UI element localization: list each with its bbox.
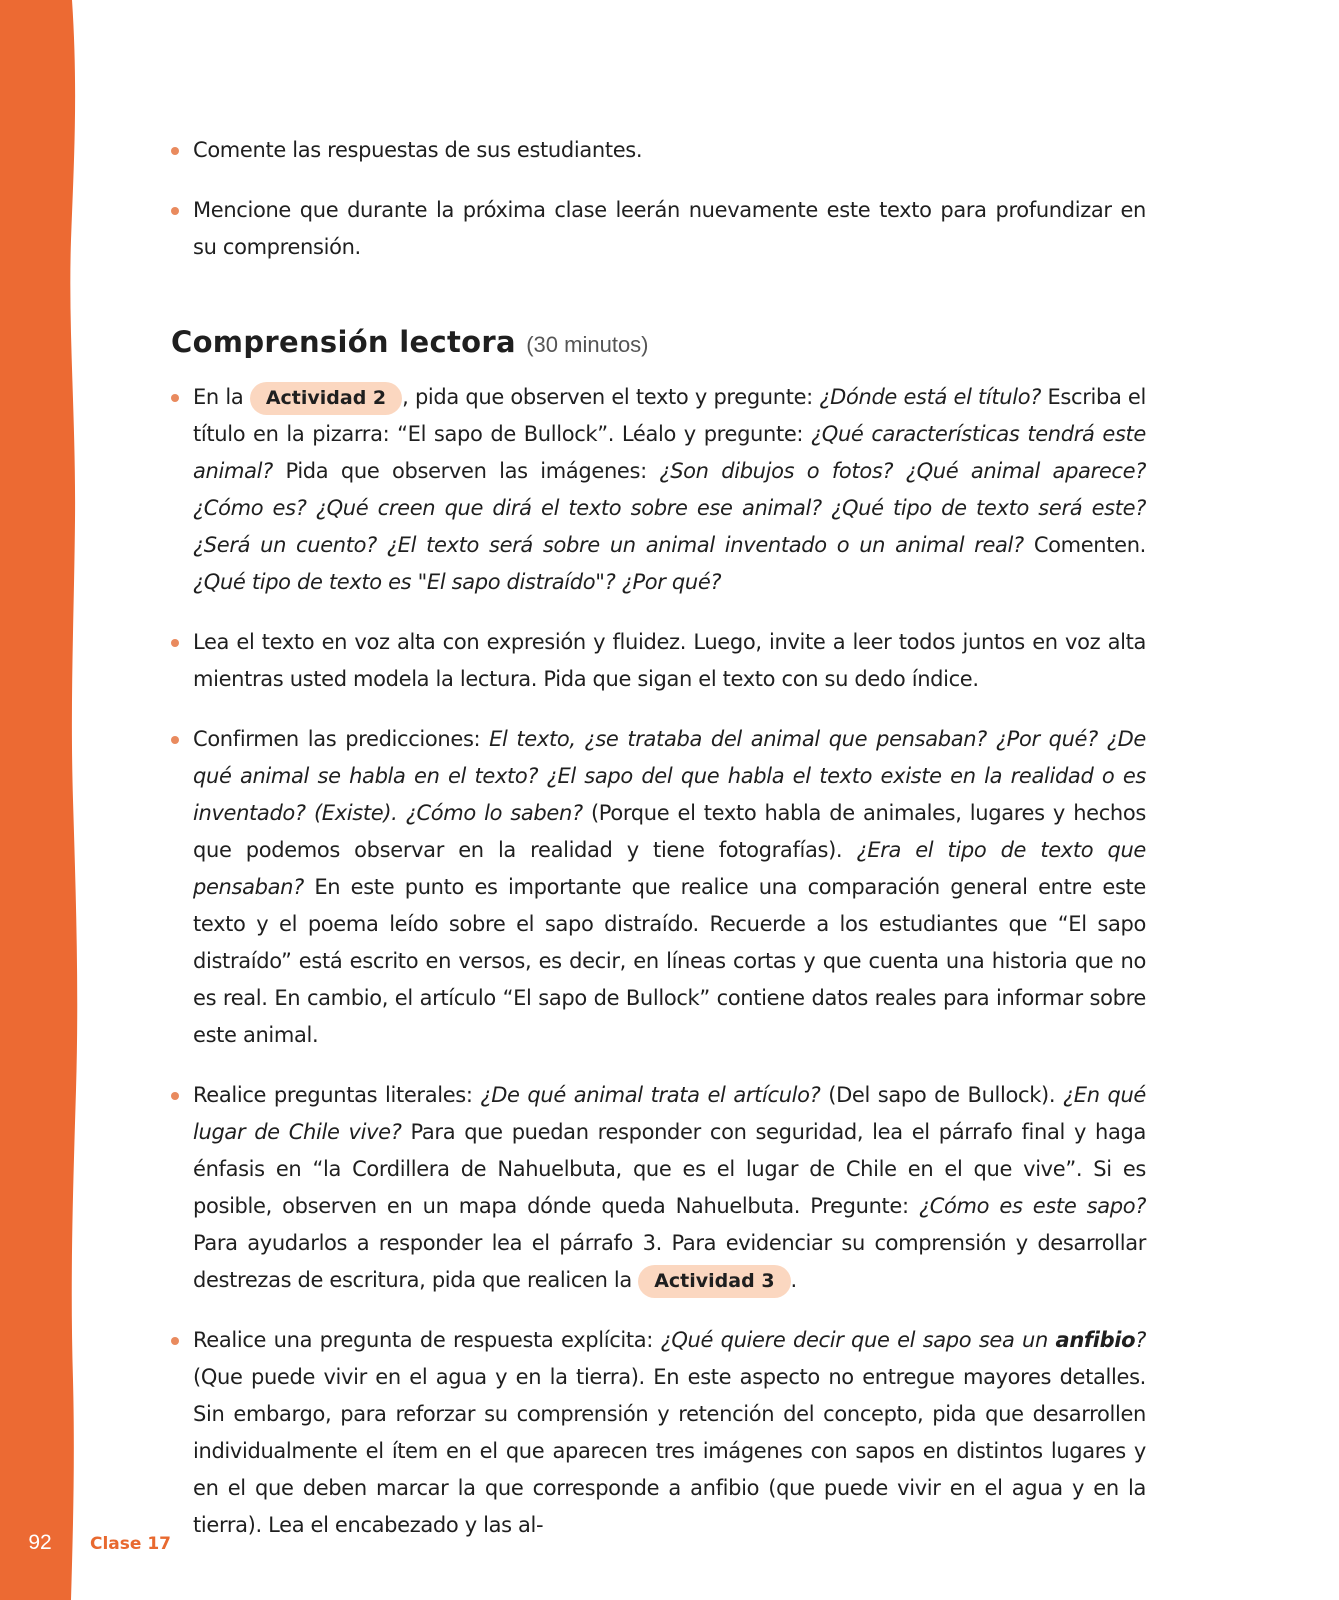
- section-heading: [171, 322, 1146, 365]
- side-band-shape: [0, 0, 80, 1600]
- section-title: Comprensión lectora: [171, 325, 516, 359]
- paragraph-text: (Que puede vivir en el agua y en la tierra). En este aspecto no entregue mayores detalles. Sin embargo, para reforzar su comprensión y retención del concepto, pida que desarrollen individualmente el ítem en el que aparecen tres imágenes con sapos en distintos lugares y en el que deben marcar la que corresponde a anfibio (que puede vivir en el agua y en la tierra). Lea el encabezado y las al-: [193, 1365, 1146, 1537]
- paragraph-text: En este punto es importante que realice una comparación general entre este texto y el poema leído sobre el sapo distraído. Recuerde a los estudiantes que “El sapo distraído” está escrito en versos, es decir, en líneas cortas y que cuenta una historia que no es real. En cambio, el artículo “El sapo de Bullock” contiene datos reales para informar sobre este animal.: [193, 875, 1146, 1047]
- list-item: [171, 132, 1146, 169]
- question-text: ?: [1135, 1328, 1146, 1352]
- paragraph-text: Realice preguntas literales:: [193, 1083, 481, 1107]
- paragraph-text: , pida que observen el texto y pregunte:: [402, 385, 820, 409]
- question-text: ¿Qué quiere decir que el sapo sea un: [660, 1328, 1056, 1352]
- activity-badge: Actividad 2: [250, 382, 402, 415]
- paragraph-text: Escriba el título en la pizarra: “El sapo de Bullock”. Léalo y pregunte:: [193, 385, 1146, 446]
- emphasized-term: anfibio: [1055, 1328, 1136, 1352]
- question-text: El texto, ¿se trataba del animal que pensaban? ¿Por qué? ¿De qué animal se habla en el texto? ¿El sapo del que habla el texto existe en la realidad o es inventado? (Existe). ¿Cómo lo saben?: [193, 727, 1146, 825]
- question-text: ¿Qué características tendrá este animal?: [193, 422, 1146, 483]
- paragraph-text: Confirmen las predicciones:: [193, 727, 490, 751]
- list-item: [171, 624, 1146, 698]
- list-item: [171, 379, 1146, 601]
- question-text: ¿Cómo es este sapo?: [918, 1194, 1146, 1218]
- list-item: [171, 1077, 1146, 1299]
- class-label: Clase 17: [90, 1534, 171, 1554]
- list-item: [171, 721, 1146, 1054]
- question-text: ¿De qué animal trata el artículo?: [480, 1083, 821, 1107]
- paragraph-text: Pida que observen las imágenes:: [272, 459, 660, 483]
- paragraph-text: En la: [193, 385, 250, 409]
- question-text: ¿Qué tipo de texto es "El sapo distraído"? ¿Por qué?: [193, 570, 722, 594]
- paragraph-text: Lea el texto en voz alta con expresión y fluidez. Luego, invite a leer todos juntos en voz alta mientras usted modela la lectura. Pida que sigan el texto con su dedo índice.: [193, 630, 1146, 691]
- paragraph-text: Realice una pregunta de respuesta explícita:: [193, 1328, 661, 1352]
- page-number: 92: [28, 1531, 52, 1554]
- question-text: ¿Son dibujos o fotos? ¿Qué animal aparece? ¿Cómo es? ¿Qué creen que dirá el texto sobre ese animal? ¿Qué tipo de texto será este? ¿Será un cuento? ¿El texto será sobre un animal inventado o un animal real?: [193, 459, 1146, 557]
- question-text: ¿Dónde está el título?: [819, 385, 1042, 409]
- paragraph-text: Para que puedan responder con seguridad, lea el párrafo final y haga énfasis en “la Cordillera de Nahuelbuta, que es el lugar de Chile en el que vive”. Si es posible, observen en un mapa dónde queda Nahuelbuta. Pregunte:: [193, 1120, 1146, 1218]
- side-color-band: [0, 0, 80, 1600]
- paragraph-text: (Porque el texto habla de animales, lugares y hechos que podemos observar en la realidad y tiene fotografías).: [193, 801, 1146, 862]
- section-duration: (30 minutos): [526, 332, 649, 357]
- question-text: ¿Era el tipo de texto que pensaban?: [193, 838, 1146, 899]
- paragraph-text: (Del sapo de Bullock).: [820, 1083, 1063, 1107]
- list-item: [171, 192, 1146, 266]
- paragraph-text: Comenten.: [1023, 533, 1147, 557]
- question-text: ¿En qué lugar de Chile vive?: [193, 1083, 1146, 1144]
- paragraph-text: Para ayudarlos a responder lea el párrafo 3. Para evidenciar su comprensión y desarrollar destrezas de escritura, pida que realicen la: [193, 1231, 1146, 1292]
- activity-badge: Actividad 3: [638, 1265, 790, 1298]
- paragraph-text: Comente las respuestas de sus estudiantes.: [193, 138, 643, 162]
- list-item: [171, 1322, 1146, 1544]
- main-content: [171, 132, 1146, 1544]
- paragraph-text: Mencione que durante la próxima clase leerán nuevamente este texto para profundizar en su comprensión.: [193, 198, 1146, 259]
- paragraph-text: .: [790, 1268, 797, 1292]
